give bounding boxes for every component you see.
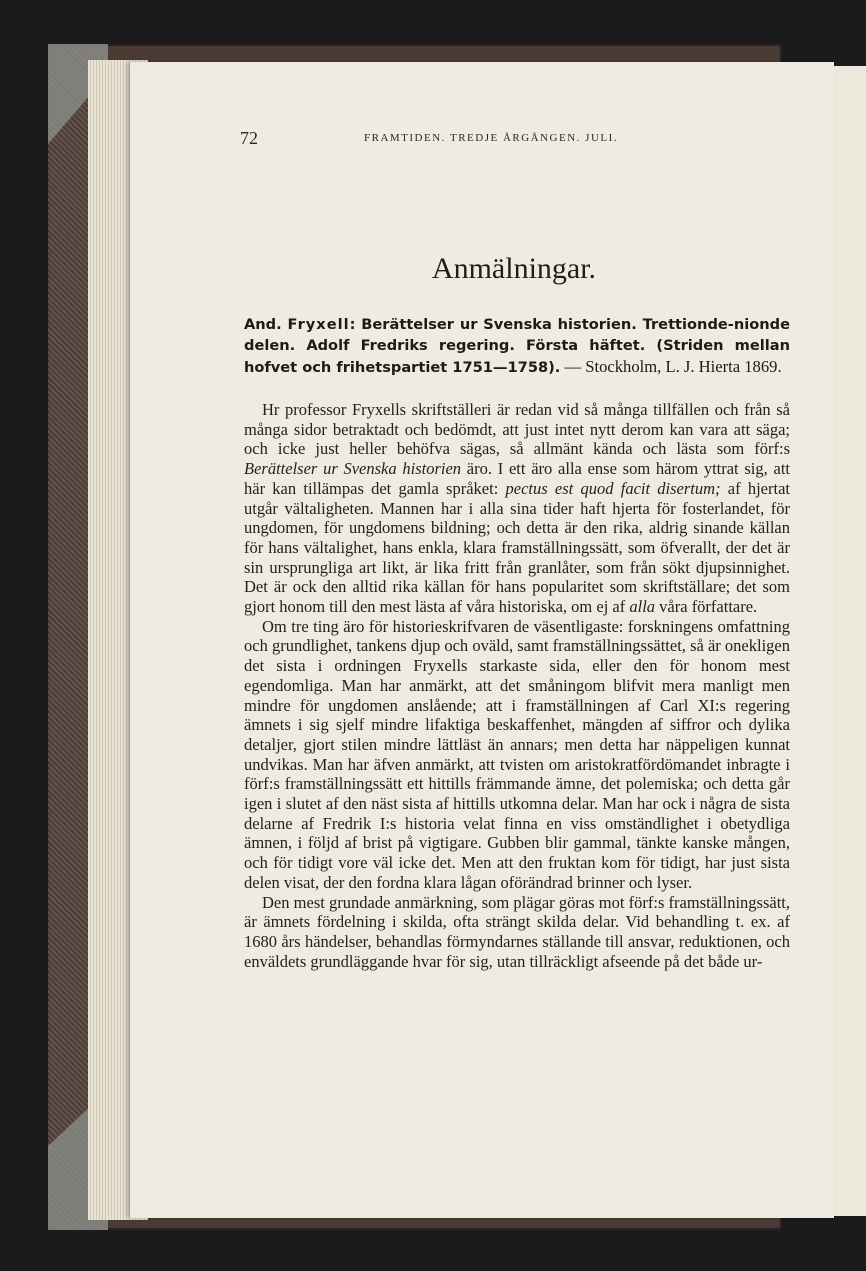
paragraph-1-part-a: Hr professor Fryxells skriftställeri är redan vid så många tillfällen och från så många sidor betraktadt och bedömdt, att just intet nytt derom kan vara att säga; och icke just heller behöfva sägas, så allmänt kända och lästa som förf:s (244, 400, 790, 459)
section-title: Anmälningar. (431, 252, 597, 285)
citation-publisher: — Stockholm, L. J. Hierta 1869. (560, 356, 782, 376)
running-head: FRAMTIDEN. TREDJE ÅRGÅNGEN. JULI. (364, 132, 619, 144)
page-number: 72 (240, 128, 258, 148)
page-header (240, 128, 710, 152)
citation-abbrev: And. (244, 316, 288, 333)
citation-author: Fryxell (287, 316, 350, 333)
paragraph-1-part-e: af hjertat utgår vältaligheten. Mannen har i alla sina tider haft hjerta för fosterlandet, för ungdomen, för ungdomens bildning; och detta är den rika, aldrig sinande källan för hans vältalighet, hans enkla, klara framställningssätt, som öfverallt, der det är sin ursprungliga art likt, är lika fritt från granlåter, som från sökt djupsinnighet. Det är ock den alltid rika källan för hans popularitet som skriftställare; det som gjort honom till den mest lästa af våra historiska, om ej af (244, 478, 790, 617)
paragraph-3: Den mest grundade anmärkning, som plägar göras mot förf:s framställningssätt, är ämnets fördelning i skilda, ofta strängt skilda delar. Vid behandling t. ex. af 1680 års händelser, behandlas förmyndarnes ställande till ansvar, reduktionen, och enväldets grundläggande hvar för sig, utan tillräckligt afseende på det både ur- (244, 892, 790, 971)
paragraph-1-latin-quote: pectus est quod facit disertum; (505, 478, 721, 498)
paragraph-2: Om tre ting äro för historieskrifvaren de väsentligaste: forskningens omfattning och grundlighet, tankens djup och oväld, samt framställningssättet, så är onekligen det sista i ordningen Fryxells starkaste sida, eller den för honom mest egendomliga. Man har anmärkt, att det småningom blifvit mera manligt men mindre för ungdomen anslående; att i framställningen af Carl XI:s regering ämnets i sig sjelf mindre lifaktiga beskaffenhet, mängden af siffror och dylika detaljer, gjort stilen mindre lättläst än annars; men detta har näppeligen kunnat undvikas. Man har äfven anmärkt, att tvisten om aristokratfördömandet inbragte i förf:s framställningssätt ett hittills främmande ämne, det polemiska; och detta går igen i slutet af den näst sista af hittills utkomna delar. Man har ock i några de sista delarne af Fredrik I:s historia velat finna en viss omständlighet i obetydliga ämnen, i följd af brist på vigtigare. Gubben blir gammal, tänkte kanske mången, och för tidigt vore väl icke det. Men att den fruktan kom för tidigt, har just sista delen visat, der den fordna klara lågan oförändrad brinner och lyser. (244, 616, 790, 892)
citation-title: : Berättelser ur Svenska historien. Trettionde-nionde delen. Adolf Fredriks regering. Första häftet. (Striden mellan hofvet och frihetspartiet 1751—1758). (244, 316, 790, 376)
paragraph-1-emphasis: alla (629, 597, 656, 617)
paragraph-1-book-title: Berättelser ur Svenska historien (244, 459, 462, 479)
paragraph-1 (244, 400, 790, 617)
paragraph-1-part-g: våra författare. (655, 597, 758, 617)
paragraph-1-part-c: äro. I ett äro alla ense som härom yttrat sig, att här kan tillämpas det gamla språket: (244, 459, 791, 498)
review-body (244, 400, 790, 971)
book-citation (244, 314, 790, 378)
